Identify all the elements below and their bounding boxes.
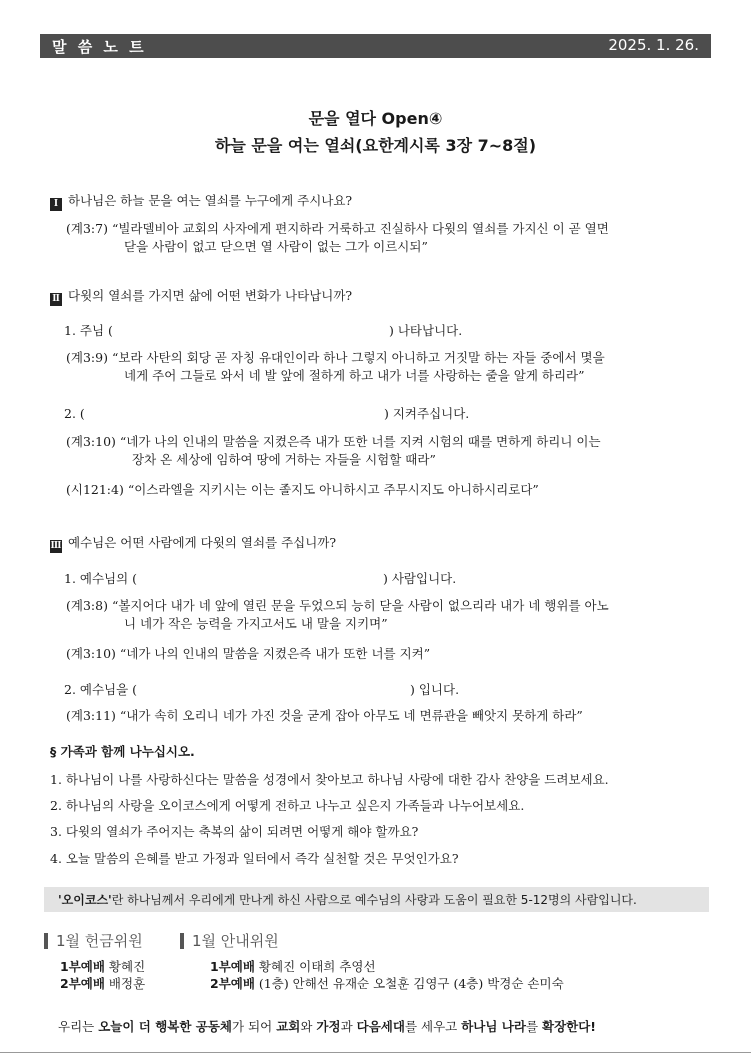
oikos-note (58, 891, 637, 908)
roman-numeral-1-marker: Ⅰ (50, 198, 62, 211)
q3-item-2-close: ) 입니다. (410, 682, 460, 697)
family-item: 4. 오늘 말씀의 은혜를 받고 가정과 일터에서 즉각 실천할 것은 무엇인가요? (50, 851, 459, 866)
q3-verse-1-line-1 (66, 597, 609, 615)
oikos-definition: 란 하나님께서 우리에게 만나게 하신 사람으로 예수님의 사랑과 도움이 필요한 5-12명의 사람입니다. (111, 893, 637, 907)
verse-text: “보라 사탄의 회당 곧 자칭 유대인이라 하나 그렇지 아니하고 거짓말 하는 자들 중에서 몇을 (111, 350, 605, 365)
motto-part: 와 (300, 1019, 317, 1034)
sermon-series-title: 문을 열다 Open④ (308, 109, 443, 128)
q1-verse-line-1 (66, 220, 609, 238)
names: 황혜진 (108, 959, 146, 974)
header-bar (40, 34, 711, 58)
motto-part: 과 (340, 1019, 357, 1034)
q2-verse-2-line-2: 장차 온 세상에 임하여 땅에 거하는 자들을 시험할 때라” (132, 452, 436, 467)
offering-first-service (60, 957, 145, 975)
q3-verse-1-line-2: 니 네가 작은 능력을 가지고서도 내 말을 지키며” (124, 616, 388, 631)
q2-verse-1-line-1 (66, 349, 605, 367)
verse-ref: (계3:10) (66, 646, 116, 661)
verse-text: “네가 나의 인내의 말씀을 지켰은즉 내가 또한 너를 지켜” (119, 646, 431, 661)
q2-verse-1-line-2: 네게 주어 그들로 와서 네 발 앞에 절하게 하고 내가 너를 사랑하는 줄을 알게 하리라” (124, 368, 585, 383)
verse-text: “볼지어다 내가 네 앞에 열린 문을 두었으되 능히 닫을 사람이 없으리라 내가 네 행위를 아노 (111, 598, 609, 613)
question-1 (50, 192, 352, 211)
family-item: 3. 다윗의 열쇠가 주어지는 축복의 삶이 되려면 어떻게 해야 할까요? (50, 824, 419, 839)
verse-ref: (시121:4) (66, 482, 124, 497)
question-1-text: 하나님은 하늘 문을 여는 열쇠를 누구에게 주시나요? (68, 193, 353, 208)
family-item: 2. 하나님의 사랑을 오이코스에게 어떻게 전하고 나누고 싶은지 가족들과 나누어보세요. (50, 798, 525, 813)
family-heading: § 가족과 함께 나누십시오. (50, 744, 195, 759)
roman-numeral-3-marker: Ⅲ (50, 541, 62, 551)
verse-ref: (계3:9) (66, 350, 108, 365)
motto-part: 우리는 (58, 1019, 99, 1034)
verse-ref: (계3:10) (66, 434, 116, 449)
offering-second-service (60, 974, 145, 992)
motto-emphasis: 교회 (276, 1019, 301, 1034)
verse-text: “네가 나의 인내의 말씀을 지켰은즉 내가 또한 너를 지켜 시험의 때를 면하게 하리니 이는 (119, 434, 601, 449)
q2-item-2-open: 2. ( (64, 406, 85, 421)
motto-emphasis: 확장한다! (542, 1019, 597, 1034)
q2-item-1-open: 1. 주님 ( (64, 323, 113, 338)
verse-text: “내가 속히 오리니 네가 가진 것을 굳게 잡아 아무도 네 면류관을 빼앗지 못하게 하라” (119, 708, 583, 723)
usher-committee-heading: 1월 안내위원 (180, 933, 279, 949)
q3-item-1-open: 1. 예수님의 ( (64, 571, 138, 586)
roman-numeral-2-marker: Ⅱ (50, 293, 62, 306)
names: (1층) 안해선 유재순 오철훈 김영구 (4층) 박경순 손미숙 (258, 976, 564, 991)
motto-emphasis: 하나님 나라 (461, 1019, 526, 1034)
bottom-divider (0, 1052, 751, 1053)
sermon-title: 하늘 문을 여는 열쇠(요한계시록 3장 7~8절) (214, 136, 537, 155)
q3-item-2-open: 2. 예수님을 ( (64, 682, 138, 697)
motto-emphasis: 오늘이 더 행복한 공동체 (98, 1019, 233, 1034)
verse-text: “빌라델비아 교회의 사자에게 편지하라 거룩하고 진실하사 다윗의 열쇠를 가지신 이 곧 열면 (111, 221, 609, 236)
service-label: 1부예배 (60, 959, 105, 974)
motto-part: 를 (525, 1019, 542, 1034)
motto-emphasis: 가정 (316, 1019, 341, 1034)
motto-part: 를 세우고 (404, 1019, 462, 1034)
usher-first-service (210, 957, 376, 975)
oikos-note-box (44, 887, 709, 912)
q2-verse-3 (66, 481, 539, 499)
q1-verse-line-2: 닫을 사람이 없고 닫으면 열 사람이 없는 그가 이르시되” (124, 239, 428, 254)
service-label: 2부예배 (210, 976, 255, 991)
oikos-term: '오이코스' (58, 893, 112, 907)
q3-verse-3 (66, 707, 583, 725)
verse-ref: (계3:7) (66, 221, 108, 236)
family-item: 1. 하나님이 나를 사랑하신다는 말씀을 성경에서 찾아보고 하나님 사랑에 대한 감사 찬양을 드려보세요. (50, 772, 609, 787)
question-3-text: 예수님은 어떤 사람에게 다윗의 열쇠를 주십니까? (68, 535, 337, 550)
motto-part: 가 되어 (232, 1019, 277, 1034)
names: 배정훈 (108, 976, 146, 991)
header-date: 2025. 1. 26. (608, 36, 699, 54)
q3-item-1-close: ) 사람입니다. (383, 571, 457, 586)
church-motto (58, 1017, 596, 1035)
service-label: 2부예배 (60, 976, 105, 991)
usher-second-service (210, 974, 564, 992)
q2-verse-2-line-1 (66, 433, 601, 451)
motto-emphasis: 다음세대 (356, 1019, 405, 1034)
verse-text: “이스라엘을 지키시는 이는 졸지도 아니하시고 주무시지도 아니하시리로다” (127, 482, 539, 497)
question-2 (50, 287, 352, 306)
service-label: 1부예배 (210, 959, 255, 974)
header-title: 말 씀 노 트 (52, 38, 147, 56)
q2-item-1-close: ) 나타납니다. (389, 323, 463, 338)
names: 황혜진 이태희 추영선 (258, 959, 376, 974)
offering-committee-heading: 1월 헌금위원 (44, 933, 143, 949)
verse-ref: (계3:11) (66, 708, 116, 723)
question-3 (50, 534, 336, 553)
q2-item-2-close: ) 지켜주십니다. (384, 406, 470, 421)
q3-verse-2 (66, 645, 430, 663)
verse-ref: (계3:8) (66, 598, 108, 613)
question-2-text: 다윗의 열쇠를 가지면 삶에 어떤 변화가 나타납니까? (68, 288, 353, 303)
